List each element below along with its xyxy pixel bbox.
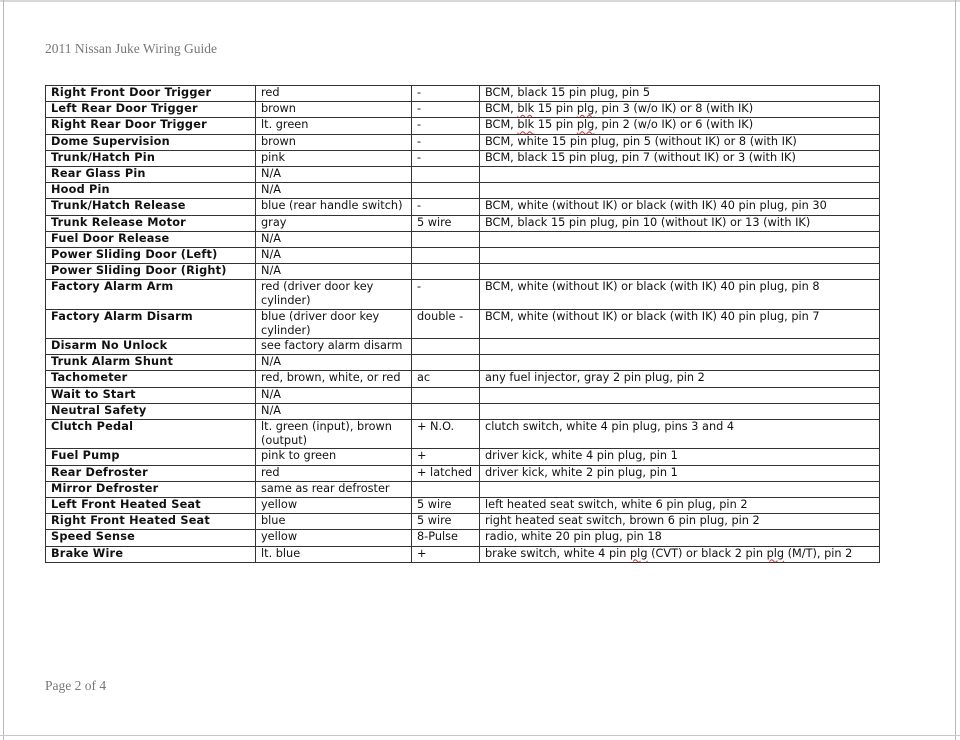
location-cell: radio, white 20 pin plug, pin 18 — [480, 530, 880, 546]
function-cell: Hood Pin — [46, 183, 256, 199]
location-cell: any fuel injector, gray 2 pin plug, pin 2 — [480, 371, 880, 387]
page-edge — [0, 0, 960, 2]
function-cell: Trunk/Hatch Pin — [46, 150, 256, 166]
function-cell: Left Rear Door Trigger — [46, 102, 256, 118]
polarity-cell: + — [412, 449, 480, 465]
location-cell — [480, 403, 880, 419]
function-cell: Trunk Release Motor — [46, 215, 256, 231]
function-cell: Left Front Heated Seat — [46, 497, 256, 513]
polarity-cell — [412, 387, 480, 403]
location-cell: brake switch, white 4 pin plg (CVT) or black 2 pin plg (M/T), pin 2 — [480, 546, 880, 562]
wire-color-cell: gray — [256, 215, 412, 231]
table-row — [46, 264, 880, 280]
spellcheck-word: blk — [517, 118, 535, 132]
location-cell — [480, 183, 880, 199]
location-cell — [480, 339, 880, 355]
polarity-cell: 5 wire — [412, 497, 480, 513]
table-row — [46, 387, 880, 403]
function-cell: Factory Alarm Arm — [46, 280, 256, 309]
table-row — [46, 339, 880, 355]
function-cell: Power Sliding Door (Right) — [46, 264, 256, 280]
table-row — [46, 280, 880, 309]
table-row — [46, 420, 880, 449]
wire-color-cell: lt. blue — [256, 546, 412, 562]
polarity-cell: + — [412, 546, 480, 562]
wire-color-cell: N/A — [256, 247, 412, 263]
table-row — [46, 530, 880, 546]
location-cell: left heated seat switch, white 6 pin plug, pin 2 — [480, 497, 880, 513]
table-row — [46, 199, 880, 215]
location-cell: clutch switch, white 4 pin plug, pins 3 and 4 — [480, 420, 880, 449]
wire-color-cell: same as rear defroster — [256, 481, 412, 497]
table-row — [46, 514, 880, 530]
function-cell: Mirror Defroster — [46, 481, 256, 497]
location-cell: BCM, black 15 pin plug, pin 5 — [480, 86, 880, 102]
function-cell: Neutral Safety — [46, 403, 256, 419]
wire-color-cell: blue (rear handle switch) — [256, 199, 412, 215]
location-cell: driver kick, white 4 pin plug, pin 1 — [480, 449, 880, 465]
location-cell — [480, 264, 880, 280]
location-cell — [480, 247, 880, 263]
location-cell: right heated seat switch, brown 6 pin plug, pin 2 — [480, 514, 880, 530]
location-cell: BCM, white (without IK) or black (with IK) 40 pin plug, pin 8 — [480, 280, 880, 309]
wire-color-cell: red — [256, 86, 412, 102]
table-row — [46, 481, 880, 497]
spellcheck-word: plg — [766, 546, 785, 560]
table-row — [46, 371, 880, 387]
wire-color-cell: N/A — [256, 355, 412, 371]
wire-color-cell: pink — [256, 150, 412, 166]
page-edge — [955, 0, 956, 740]
function-cell: Disarm No Unlock — [46, 339, 256, 355]
table-row — [46, 309, 880, 338]
wire-color-cell: yellow — [256, 497, 412, 513]
polarity-cell — [412, 481, 480, 497]
wire-color-cell: N/A — [256, 403, 412, 419]
wire-color-cell: lt. green — [256, 118, 412, 134]
table-row — [46, 86, 880, 102]
table-row — [46, 166, 880, 182]
location-cell — [480, 387, 880, 403]
wire-color-cell: brown — [256, 102, 412, 118]
polarity-cell — [412, 403, 480, 419]
location-cell: BCM, black 15 pin plug, pin 7 (without IK) or 3 (with IK) — [480, 150, 880, 166]
table-row — [46, 102, 880, 118]
table-row — [46, 118, 880, 134]
table-row — [46, 215, 880, 231]
wire-color-cell: red — [256, 465, 412, 481]
polarity-cell — [412, 264, 480, 280]
table-row — [46, 134, 880, 150]
wire-color-cell: red (driver door key cylinder) — [256, 280, 412, 309]
polarity-cell: + N.O. — [412, 420, 480, 449]
polarity-cell: - — [412, 199, 480, 215]
page-edge — [3, 0, 4, 740]
wire-color-cell: brown — [256, 134, 412, 150]
location-cell: BCM, black 15 pin plug, pin 10 (without IK) or 13 (with IK) — [480, 215, 880, 231]
polarity-cell — [412, 166, 480, 182]
page-edge — [0, 735, 960, 736]
table-row — [46, 449, 880, 465]
wiring-table-body — [46, 86, 880, 563]
page-number: Page 2 of 4 — [45, 678, 107, 693]
location-cell — [480, 481, 880, 497]
spellcheck-word: plg — [576, 118, 595, 132]
function-cell: Fuel Pump — [46, 449, 256, 465]
wire-color-cell: yellow — [256, 530, 412, 546]
function-cell: Brake Wire — [46, 546, 256, 562]
table-row — [46, 247, 880, 263]
function-cell: Dome Supervision — [46, 134, 256, 150]
location-cell: BCM, blk 15 pin plg, pin 3 (w/o IK) or 8 (with IK) — [480, 102, 880, 118]
function-cell: Rear Defroster — [46, 465, 256, 481]
function-cell: Power Sliding Door (Left) — [46, 247, 256, 263]
location-cell: BCM, white (without IK) or black (with IK) 40 pin plug, pin 30 — [480, 199, 880, 215]
polarity-cell: + latched — [412, 465, 480, 481]
polarity-cell — [412, 339, 480, 355]
polarity-cell — [412, 355, 480, 371]
location-cell — [480, 231, 880, 247]
location-cell: BCM, white (without IK) or black (with IK) 40 pin plug, pin 7 — [480, 309, 880, 338]
polarity-cell: - — [412, 102, 480, 118]
polarity-cell: ac — [412, 371, 480, 387]
wiring-table — [45, 85, 880, 563]
function-cell: Fuel Door Release — [46, 231, 256, 247]
function-cell: Clutch Pedal — [46, 420, 256, 449]
table-row — [46, 403, 880, 419]
polarity-cell — [412, 231, 480, 247]
wire-color-cell: see factory alarm disarm — [256, 339, 412, 355]
location-cell: BCM, white 15 pin plug, pin 5 (without IK) or 8 (with IK) — [480, 134, 880, 150]
polarity-cell: 5 wire — [412, 215, 480, 231]
polarity-cell — [412, 183, 480, 199]
polarity-cell: 8-Pulse — [412, 530, 480, 546]
function-cell: Trunk/Hatch Release — [46, 199, 256, 215]
function-cell: Right Front Heated Seat — [46, 514, 256, 530]
function-cell: Tachometer — [46, 371, 256, 387]
table-row — [46, 546, 880, 562]
function-cell: Speed Sense — [46, 530, 256, 546]
table-row — [46, 497, 880, 513]
location-cell: BCM, blk 15 pin plg, pin 2 (w/o IK) or 6 (with IK) — [480, 118, 880, 134]
function-cell: Wait to Start — [46, 387, 256, 403]
function-cell: Right Front Door Trigger — [46, 86, 256, 102]
table-row — [46, 355, 880, 371]
wire-color-cell: red, brown, white, or red — [256, 371, 412, 387]
spellcheck-word: blk — [517, 102, 535, 116]
polarity-cell: - — [412, 118, 480, 134]
table-row — [46, 183, 880, 199]
function-cell: Trunk Alarm Shunt — [46, 355, 256, 371]
wire-color-cell: N/A — [256, 183, 412, 199]
wire-color-cell: blue — [256, 514, 412, 530]
wire-color-cell: N/A — [256, 231, 412, 247]
location-cell: driver kick, white 2 pin plug, pin 1 — [480, 465, 880, 481]
function-cell: Factory Alarm Disarm — [46, 309, 256, 338]
spellcheck-word: plg — [630, 546, 648, 560]
document-header: 2011 Nissan Juke Wiring Guide — [45, 41, 217, 56]
function-cell: Right Rear Door Trigger — [46, 118, 256, 134]
wire-color-cell: lt. green (input), brown (output) — [256, 420, 412, 449]
spellcheck-word: plg — [576, 102, 595, 116]
table-row — [46, 150, 880, 166]
wire-color-cell: N/A — [256, 264, 412, 280]
table-row — [46, 465, 880, 481]
function-cell: Rear Glass Pin — [46, 166, 256, 182]
wire-color-cell: pink to green — [256, 449, 412, 465]
wire-color-cell: N/A — [256, 166, 412, 182]
location-cell — [480, 166, 880, 182]
polarity-cell: 5 wire — [412, 514, 480, 530]
wire-color-cell: blue (driver door key cylinder) — [256, 309, 412, 338]
polarity-cell: double - — [412, 309, 480, 338]
location-cell — [480, 355, 880, 371]
polarity-cell: - — [412, 150, 480, 166]
polarity-cell: - — [412, 280, 480, 309]
wire-color-cell: N/A — [256, 387, 412, 403]
table-row — [46, 231, 880, 247]
polarity-cell: - — [412, 86, 480, 102]
polarity-cell: - — [412, 134, 480, 150]
polarity-cell — [412, 247, 480, 263]
